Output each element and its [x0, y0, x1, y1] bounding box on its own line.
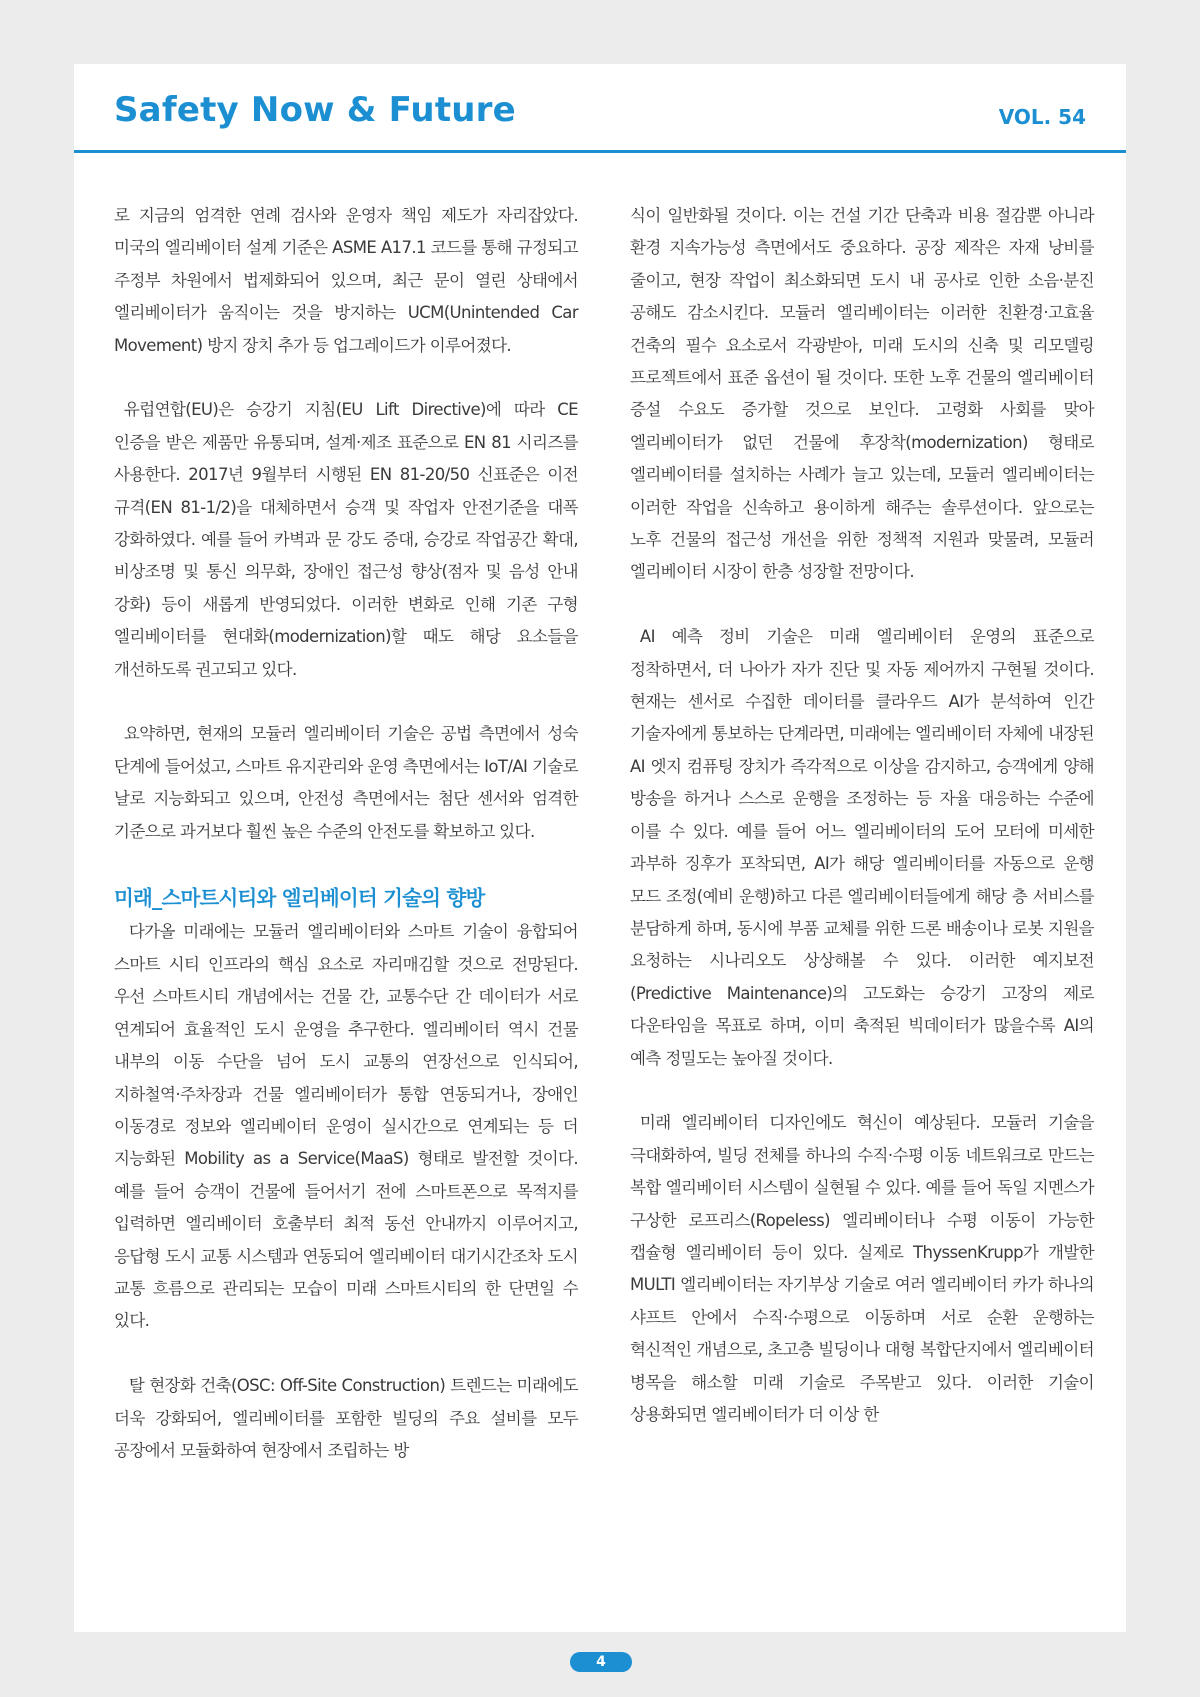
- paragraph: 로 지금의 엄격한 연례 검사와 운영자 책임 제도가 자리잡았다. 미국의 엘리베이터 설계 기준은 ASME A17.1 코드를 통해 규정되고 주정부 차원에서 법제화되어 있으며, 최근 문이 열린 상태에서 엘리베이터가 움직이는 것을 방지하는 UCM(Unintended Car Movement) 방지 장치 추가 등 업그레이드가 이루어졌다.: [114, 206, 578, 355]
- paragraph: AI 예측 정비 기술은 미래 엘리베이터 운영의 표준으로 정착하면서, 더 나아가 자가 진단 및 자동 제어까지 구현될 것이다. 현재는 센서로 수집한 데이터를 클라우드 AI가 분석하여 인간 기술자에게 통보하는 단계라면, 미래에는 엘리베이터 자체에 내장된 AI 엣지 컴퓨팅 장치가 즉각적으로 이상을 감지하고, 승객에게 양해 방송을 하거나 스스로 운행을 조정하는 등 자율 대응하는 수준에 이를 수 있다. 예를 들어 어느 엘리베이터의 도어 모터에 미세한 과부하 징후가 포착되면, AI가 해당 엘리베이터를 자동으로 운행 모드 조정(예비 운행)하고 다른 엘리베이터들에게 해당 층 서비스를 분담하게 하며, 동시에 부품 교체를 위한 드론 배송이나 로봇 지원을 요청하는 시나리오도 상상해볼 수 있다. 이러한 예지보전(Predictive Maintenance)의 고도화는 승강기 고장의 제로 다운타임을 목표로 하며, 이미 축적된 빅데이터가 많을수록 AI의 예측 정밀도는 높아질 것이다.: [630, 627, 1094, 1068]
- page-header: [74, 64, 1126, 154]
- paragraph: 유럽연합(EU)은 승강기 지침(EU Lift Directive)에 따라 CE 인증을 받은 제품만 유통되며, 설계·제조 표준으로 EN 81 시리즈를 사용한다. 2017년 9월부터 시행된 EN 81-20/50 신표준은 이전 규격(EN 81-1/2)을 대체하면서 승객 및 작업자 안전기준을 대폭 강화하였다. 예를 들어 카벽과 문 강도 증대, 승강로 작업공간 확대, 비상조명 및 통신 의무화, 장애인 접근성 향상(점자 및 음성 안내 강화) 등이 새롭게 반영되었다. 이러한 변화로 인해 기존 구형 엘리베이터를 현대화(modernization)할 때도 해당 요소들을 개선하도록 권고되고 있다.: [114, 400, 578, 679]
- left-column: [114, 200, 578, 1467]
- paragraph: 탈 현장화 건축(OSC: Off-Site Construction) 트렌드는 미래에도 더욱 강화되어, 엘리베이터를 포함한 빌딩의 주요 설비를 모두 공장에서 모듈화하여 현장에서 조립하는 방: [114, 1376, 578, 1460]
- paragraph: 미래 엘리베이터 디자인에도 혁신이 예상된다. 모듈러 기술을 극대화하여, 빌딩 전체를 하나의 수직·수평 이동 네트워크로 만드는 복합 엘리베이터 시스템이 실현될 수 있다. 예를 들어 독일 지멘스가 구상한 로프리스(Ropeless) 엘리베이터나 수평 이동이 가능한 캡슐형 엘리베이터 등이 있다. 실제로 ThyssenKrupp가 개발한 MULTI 엘리베이터는 자기부상 기술로 여러 엘리베이터 카가 하나의 샤프트 안에서 수직·수평으로 이동하며 서로 순환 운행하는 혁신적인 개념으로, 초고층 빌딩이나 대형 복합단지에서 엘리베이터 병목을 해소할 미래 기술로 주목받고 있다. 이러한 기술이 상용화되면 엘리베이터가 더 이상 한: [630, 1113, 1094, 1424]
- header-divider: [74, 150, 1126, 153]
- magazine-title: Safety Now & Future: [114, 90, 516, 130]
- paragraph: 요약하면, 현재의 모듈러 엘리베이터 기술은 공법 측면에서 성숙 단계에 들어섰고, 스마트 유지관리와 운영 측면에서는 IoT/AI 기술로 날로 지능화되고 있으며, 안전성 측면에서는 첨단 센서와 엄격한 기준으로 과거보다 훨씬 높은 수준의 안전도를 확보하고 있다.: [114, 724, 578, 841]
- page-number-badge: 4: [570, 1652, 632, 1672]
- volume-number: VOL. 54: [998, 105, 1086, 129]
- section-heading: 미래_스마트시티와 엘리베이터 기술의 향방: [114, 886, 485, 911]
- page: [74, 64, 1126, 1632]
- right-column: [630, 200, 1094, 1431]
- paragraph: 다가올 미래에는 모듈러 엘리베이터와 스마트 기술이 융합되어 스마트 시티 인프라의 핵심 요소로 자리매김할 것으로 전망된다. 우선 스마트시티 개념에서는 건물 간, 교통수단 간 데이터가 서로 연계되어 효율적인 도시 운영을 추구한다. 엘리베이터 역시 건물 내부의 이동 수단을 넘어 도시 교통의 연장선으로 인식되어, 지하철역·주차장과 건물 엘리베이터가 통합 연동되거나, 장애인 이동경로 정보와 엘리베이터 운영이 실시간으로 연계되는 등 더 지능화된 Mobility as a Service(MaaS) 형태로 발전할 것이다. 예를 들어 승객이 건물에 들어서기 전에 스마트폰으로 목적지를 입력하면 엘리베이터 호출부터 최적 동선 안내까지 이루어지고, 응답형 도시 교통 시스템과 연동되어 엘리베이터 대기시간조차 도시 교통 흐름으로 관리되는 모습이 미래 스마트시티의 한 단면일 수 있다.: [114, 922, 578, 1331]
- paragraph: 식이 일반화될 것이다. 이는 건설 기간 단축과 비용 절감뿐 아니라 환경 지속가능성 측면에서도 중요하다. 공장 제작은 자재 낭비를 줄이고, 현장 작업이 최소화되면 도시 내 공사로 인한 소음·분진 공해도 감소시킨다. 모듈러 엘리베이터는 이러한 친환경·고효율 건축의 필수 요소로서 각광받아, 미래 도시의 신축 및 리모델링 프로젝트에서 표준 옵션이 될 것이다. 또한 노후 건물의 엘리베이터 증설 수요도 증가할 것으로 보인다. 고령화 사회를 맞아 엘리베이터가 없던 건물에 후장착(modernization) 형태로 엘리베이터를 설치하는 사례가 늘고 있는데, 모듈러 엘리베이터는 이러한 작업을 신속하고 용이하게 해주는 솔루션이다. 앞으로는 노후 건물의 접근성 개선을 위한 정책적 지원과 맞물려, 모듈러 엘리베이터 시장이 한층 성장할 전망이다.: [630, 206, 1094, 582]
